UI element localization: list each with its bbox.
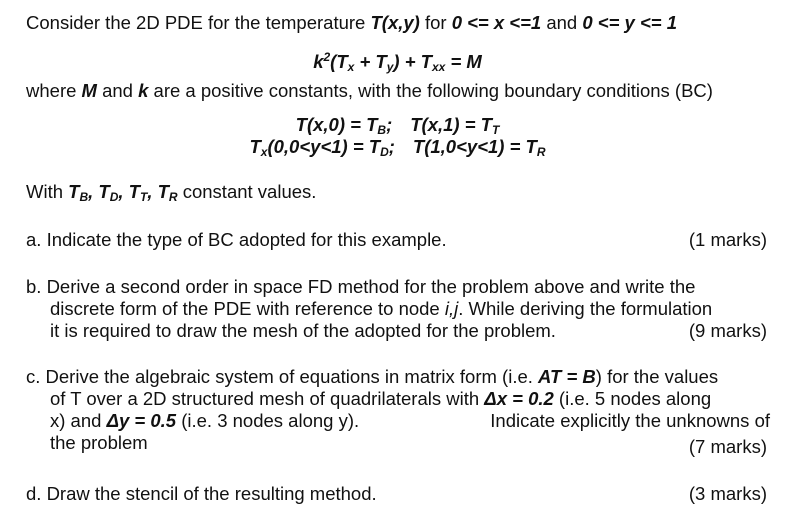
question-b: [26, 276, 770, 342]
matrix-equation: AT = B: [538, 366, 596, 387]
intro-line: Consider the 2D PDE for the temperature T(x,y) for 0 <= x <=1 and 0 <= y <= 1: [26, 12, 678, 33]
question-b-marks: (9 marks): [688, 320, 767, 341]
question-c-line-2: of T over a 2D structured mesh of quadrilaterals with Δx = 0.2 (i.e. 5 nodes along: [50, 388, 712, 409]
question-c-line-4: the problem: [50, 432, 148, 453]
question-b-line-1: b. Derive a second order in space FD method for the problem above and write the: [26, 276, 696, 297]
delta-y: Δy = 0.5: [106, 410, 177, 431]
pde-equation: $k^2(T_x + T_y) + T_{xx} = M$: [313, 50, 482, 74]
x-range: 0 <= x <=1: [451, 12, 542, 33]
question-c: [26, 366, 770, 454]
question-c-line-1: c. Derive the algebraic system of equations in matrix form (i.e. AT = B) for the values: [26, 366, 719, 387]
question-a-marks: (1 marks): [688, 229, 767, 250]
question-c-line-3: x) and Δy = 0.5 (i.e. 3 nodes along y). Indicate explicitly the unknowns of: [50, 410, 770, 431]
question-d: d. Draw the stencil of the resulting method.: [26, 483, 377, 504]
boundary-condition-2: $T_x(0,0<y<1) = T_D$; $T(1,0<y<1) = T_R$: [249, 136, 546, 159]
question-b-line-2: discrete form of the PDE with reference to node i,j. While deriving the formulation: [50, 298, 713, 319]
question-a: a. Indicate the type of BC adopted for this example.: [26, 229, 447, 250]
constants-line: With $T_B$, $T_D$, $T_T$, $T_R$ constant values.: [26, 181, 317, 204]
delta-x: Δx = 0.2: [484, 388, 554, 409]
question-c-marks: (7 marks): [688, 436, 767, 457]
question-b-line-3: it is required to draw the mesh of the adopted for the problem.: [50, 320, 556, 341]
boundary-condition-1: $T(x,0) = T_B$; $T(x,1) = T_T$: [295, 114, 500, 137]
intro-text: Consider the 2D PDE for the temperature: [26, 12, 371, 33]
node-index: i,j: [444, 298, 459, 319]
y-range: 0 <= y <= 1: [582, 12, 678, 33]
where-line: where M and k are a positive constants, with the following boundary conditions (BC): [26, 80, 713, 101]
question-d-marks: (3 marks): [688, 483, 767, 504]
temperature-function: T(x,y): [370, 12, 420, 33]
